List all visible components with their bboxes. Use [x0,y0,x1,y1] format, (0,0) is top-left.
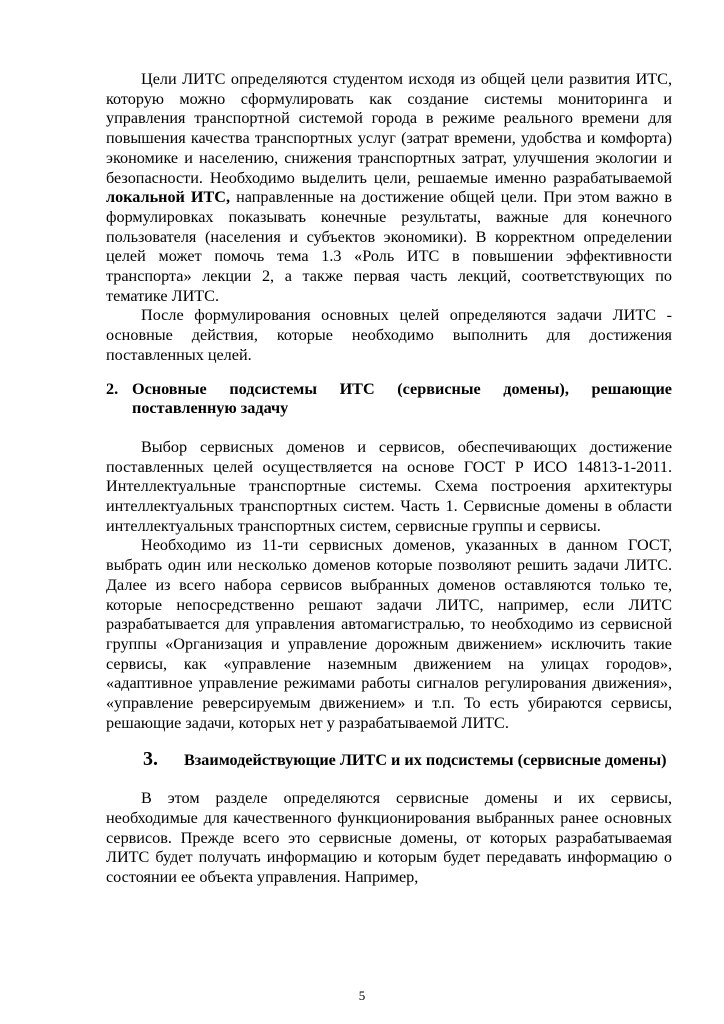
section-2-heading [106,380,672,419]
paragraph-domain-selection: Выбор сервисных доменов и сервисов, обеспечивающих достижение поставленных целей осуществляется на основе ГОСТ Р ИСО 14813-1-2011. Интеллектуальные транспортные системы. Схема построения архитектуры интеллектуальных транспортных систем. Часть 1. Сервисные домены в области интеллектуальных транспортных систем, сервисные группы и сервисы. [106,437,672,535]
section-2-number: 2. [106,379,119,398]
paragraph-tasks: После формулирования основных целей определяются задачи ЛИТС - основные действия, которые необходимо выполнить для достижения поставленных целей. [106,306,672,364]
section-2-title: Основные подсистемы ИТС (сервисные домены), решающие поставленную задачу [132,379,672,418]
paragraph-goals-text-1: Цели ЛИТС определяются студентом исходя из общей цели развития ИТС, которую можно сформулировать как создание системы мониторинга и управления транспортной системой города в режиме реального времени для повышения качества транспортных услуг (затрат времени, удобства и комфорта) экономике и населению, снижения транспортных затрат, улучшения экологии и безопасности. Необходимо выделить цели, решаемые именно разрабатываемой [106,70,672,187]
section-3-heading [106,747,672,771]
paragraph-service-filter: Необходимо из 11-ти сервисных доменов, указанных в данном ГОСТ, выбрать один или несколько доменов которые позволяют решить задачи ЛИТС. Далее из всего набора сервисов выбранных доменов оставляются только те, которые непосредственно решают задачи ЛИТС, например, если ЛИТС разрабатывается для управления автомагистралью, то необходимо из сервисной группы «Организация и управление дорожным движением» исключить такие сервисы, как «управление наземным движением на улицах городов», «адаптивное управление режимами работы сигналов регулирования движения», «управление реверсируемым движением» и т.п. То есть убираются сервисы, решающие задачи, которых нет у разрабатываемой ЛИТС. [106,536,672,732]
page-content [106,70,672,888]
paragraph-goals [106,70,672,306]
section-3-number: 3. [143,747,158,770]
paragraph-goals-text-2: направленные на достижение общей цели. При этом важно в формулировках показывать конечные результаты, важные для конечного пользователя (населения и субъектов экономики). В корректном определении целей может помочь тема 1.3 «Роль ИТС в повышении эффективности транспорта» лекции 2, а также первая часть лекций, соответствующих по тематике ЛИТС. [106,188,672,305]
paragraph-interacting-domains: В этом разделе определяются сервисные домены и их сервисы, необходимые для качественного функционирования выбранных ранее основных сервисов. Прежде всего это сервисные домены, от которых разрабатываемая ЛИТС будет получать информацию и которым будет передавать информацию о состоянии ее объекта управления. Например, [106,789,672,887]
page-number: 5 [358,988,366,1003]
paragraph-goals-bold: локальной ИТС, [106,188,231,207]
section-3-title: Взаимодействующие ЛИТС и их подсистемы (сервисные домены) [184,750,667,769]
